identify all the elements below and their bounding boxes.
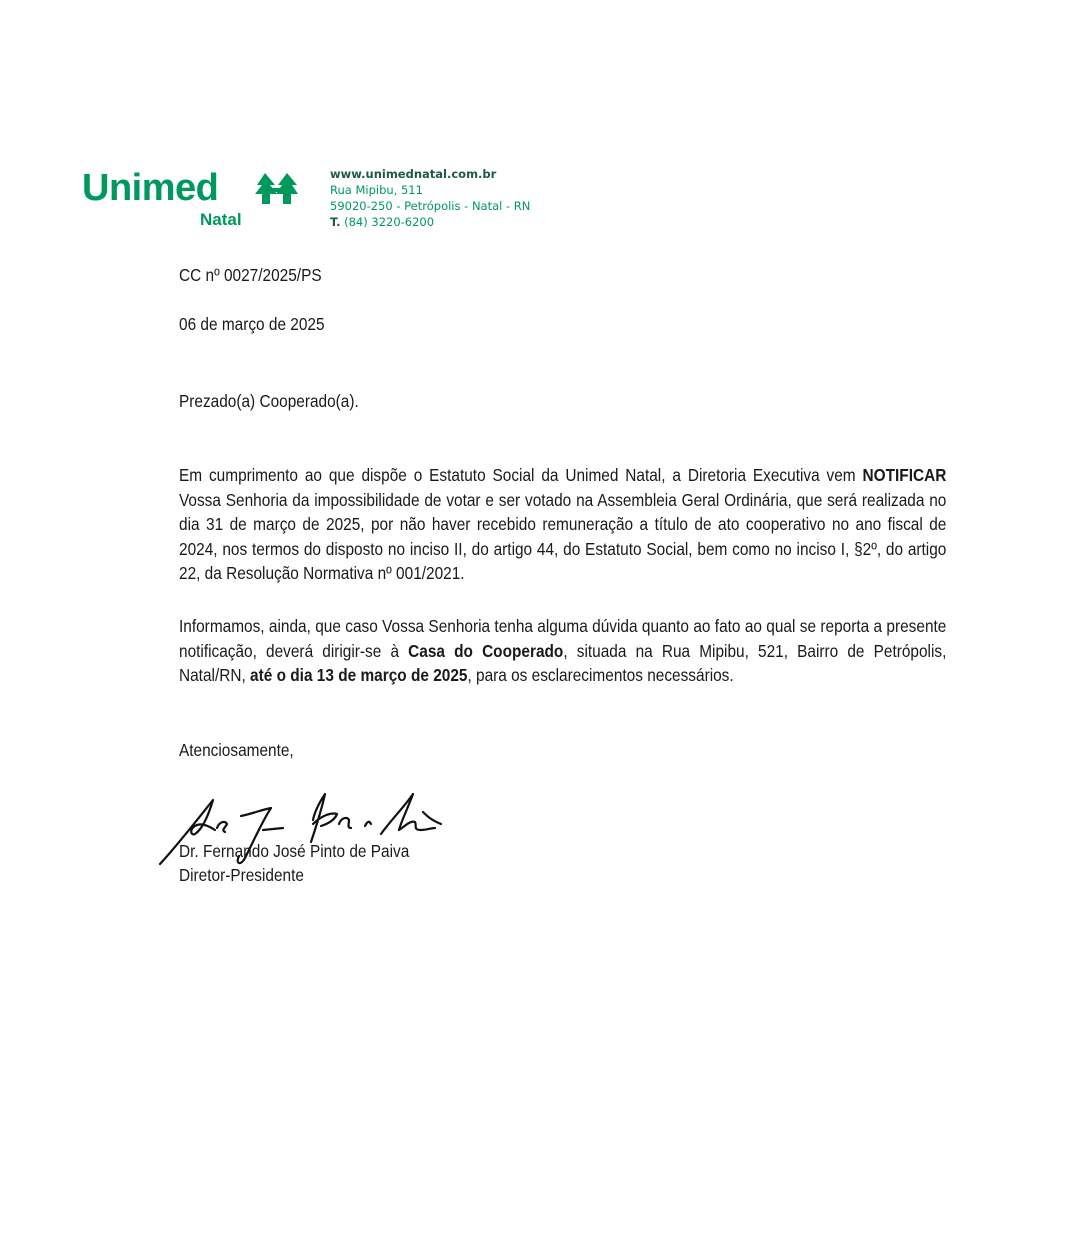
unimed-natal-logo [82,168,312,234]
paragraph2-text-end: , para os esclarecimentos necessários. [467,665,734,685]
website-link[interactable]: www.unimednatal.com.br [330,167,497,181]
letter-date: 06 de março de 2025 [179,314,325,334]
letter-greeting: Prezado(a) Cooperado(a). [179,391,359,411]
paragraph-notification [179,463,946,586]
city-line: 59020-250 - Petrópolis - Natal - RN [330,199,531,213]
paragraph2-text: Informamos, ainda, que caso Vossa Senhoria tenha alguma dúvida quanto ao fato ao qual se reporta a presente notificação, deverá dirigir-se à [179,616,947,661]
paragraph2-text-cont: , situada na Rua Mipibu, 521, Bairro de Petrópolis, Natal/RN, [179,640,947,685]
signer-name: Dr. Fernando José Pinto de Paiva [179,841,410,861]
logo-unit-name: Natal [200,210,242,229]
logo-wordmark: Unimed [82,167,219,209]
phone-prefix: T. [330,215,341,229]
paragraph1-text-cont: Vossa Senhoria da impossibilidade de votar e ser votado na Assembleia Geral Ordinária, que será realizada no dia 31 de março de 2025, por não haver recebido remuneração a título de ato cooperativo no ano fiscal de 2024, nos termos do disposto no inciso II, do artigo 44, do Estatuto Social, bem como no inciso I, §2º, do artigo 22, da Resolução Normativa nº 001/2021. [179,489,947,583]
address-line: Rua Mipibu, 511 [330,183,423,197]
phone-number: (84) 3220-6200 [344,215,435,229]
signer-role: Diretor-Presidente [179,865,304,885]
unimed-tree-icon [254,172,298,206]
letter-closing: Atenciosamente, [179,740,294,760]
paragraph2-bold-place: Casa do Cooperado [408,640,564,661]
letter-reference: CC nº 0027/2025/PS [179,265,322,285]
paragraph1-text: Em cumprimento ao que dispõe o Estatuto Social da Unimed Natal, a Diretoria Executiva vem [179,465,863,485]
paragraph1-bold: NOTIFICAR [862,465,947,485]
paragraph2-bold-deadline: até o dia 13 de março de 2025 [250,665,468,685]
phone-line [330,214,530,230]
paragraph-instructions [179,614,946,688]
letterhead-contact [330,166,530,230]
